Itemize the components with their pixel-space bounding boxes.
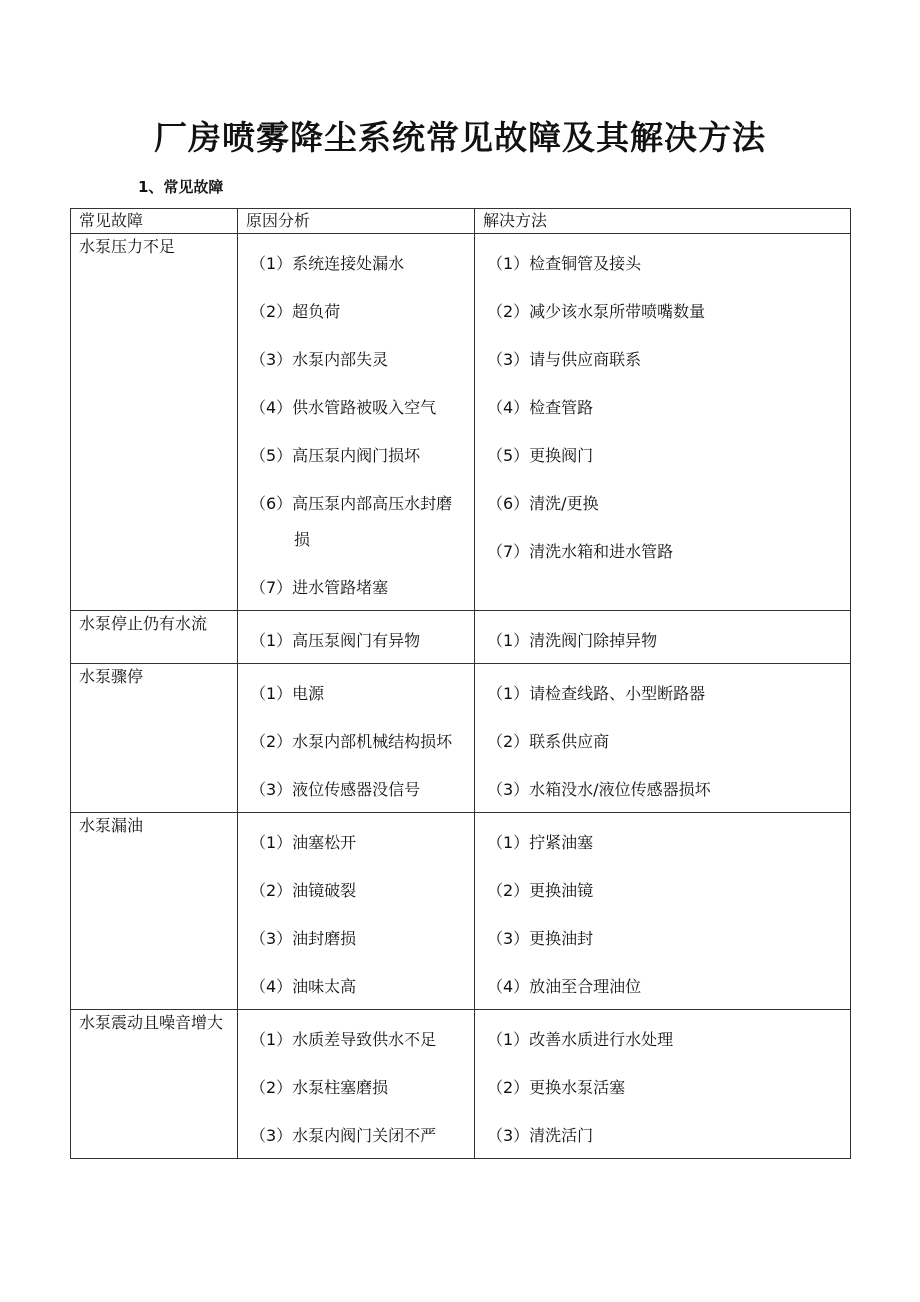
list-item: （7）进水管路堵塞 [250,578,389,597]
list-item: （1）改善水质进行水处理 [487,1030,674,1049]
list-item: （2）更换水泵活塞 [487,1078,626,1097]
solution-cell [475,234,851,611]
fault-cell: 水泵骤停 [71,664,238,813]
list-item: （1）检查铜管及接头 [487,254,642,273]
list-item: （3）清洗活门 [487,1126,594,1145]
list-item: （3）更换油封 [487,929,594,948]
list-item: （2）减少该水泵所带喷嘴数量 [487,302,706,321]
solution-cell [475,611,851,664]
cause-list [238,1010,474,1158]
list-item: （3）水泵内部失灵 [250,350,389,369]
cause-cell [238,813,475,1010]
header-cause: 原因分析 [238,209,475,234]
table-row [71,664,851,813]
fault-cell: 水泵震动且噪音增大 [71,1010,238,1159]
section-heading: 1、常见故障 [138,178,224,196]
table-row [71,1010,851,1159]
list-item: （1）电源 [250,684,325,703]
list-item: （6）高压泵内部高压水封磨损 [250,494,453,549]
list-item: （1）拧紧油塞 [487,833,594,852]
solution-cell [475,1010,851,1159]
fault-table [70,208,851,1159]
table-row [71,234,851,611]
solution-list [475,813,850,1009]
list-item: （2）油镜破裂 [250,881,357,900]
list-item: （2）超负荷 [250,302,341,321]
fault-cell: 水泵压力不足 [71,234,238,611]
solution-list [475,611,850,663]
list-item: （2）联系供应商 [487,732,610,751]
list-item: （3）液位传感器没信号 [250,780,421,799]
cause-cell [238,234,475,611]
list-item: （2）水泵柱塞磨损 [250,1078,389,1097]
cause-list [238,234,474,610]
solution-list [475,664,850,812]
fault-cell: 水泵停止仍有水流 [71,611,238,664]
solution-cell [475,664,851,813]
cause-list [238,664,474,812]
fault-cell: 水泵漏油 [71,813,238,1010]
list-item: （4）供水管路被吸入空气 [250,398,437,417]
list-item: （6）清洗/更换 [487,494,599,513]
solution-cell [475,813,851,1010]
list-item: （3）请与供应商联系 [487,350,642,369]
table-row [71,611,851,664]
list-item: （3）水泵内阀门关闭不严 [250,1126,437,1145]
list-item: （7）清洗水箱和进水管路 [487,542,674,561]
list-item: （1）高压泵阀门有异物 [250,631,421,650]
document-title: 厂房喷雾降尘系统常见故障及其解决方法 [154,118,766,157]
solution-list [475,1010,850,1158]
list-item: （4）油味太高 [250,977,357,996]
cause-list [238,813,474,1009]
cause-cell [238,664,475,813]
list-item: （1）水质差导致供水不足 [250,1030,437,1049]
list-item: （5）高压泵内阀门损坏 [250,446,421,465]
list-item: （4）检查管路 [487,398,594,417]
table-row [71,813,851,1010]
header-solution: 解决方法 [475,209,851,234]
list-item: （1）清洗阀门除掉异物 [487,631,658,650]
list-item: （3）油封磨损 [250,929,357,948]
table-header-row [71,209,851,234]
list-item: （3）水箱没水/液位传感器损坏 [487,780,711,799]
cause-cell [238,611,475,664]
solution-list [475,234,850,574]
list-item: （1）请检查线路、小型断路器 [487,684,706,703]
list-item: （5）更换阀门 [487,446,594,465]
header-fault: 常见故障 [71,209,238,234]
list-item: （1）油塞松开 [250,833,357,852]
cause-list [238,611,474,663]
cause-cell [238,1010,475,1159]
list-item: （1）系统连接处漏水 [250,254,405,273]
list-item: （2）更换油镜 [487,881,594,900]
list-item: （2）水泵内部机械结构损坏 [250,732,453,751]
list-item: （4）放油至合理油位 [487,977,642,996]
